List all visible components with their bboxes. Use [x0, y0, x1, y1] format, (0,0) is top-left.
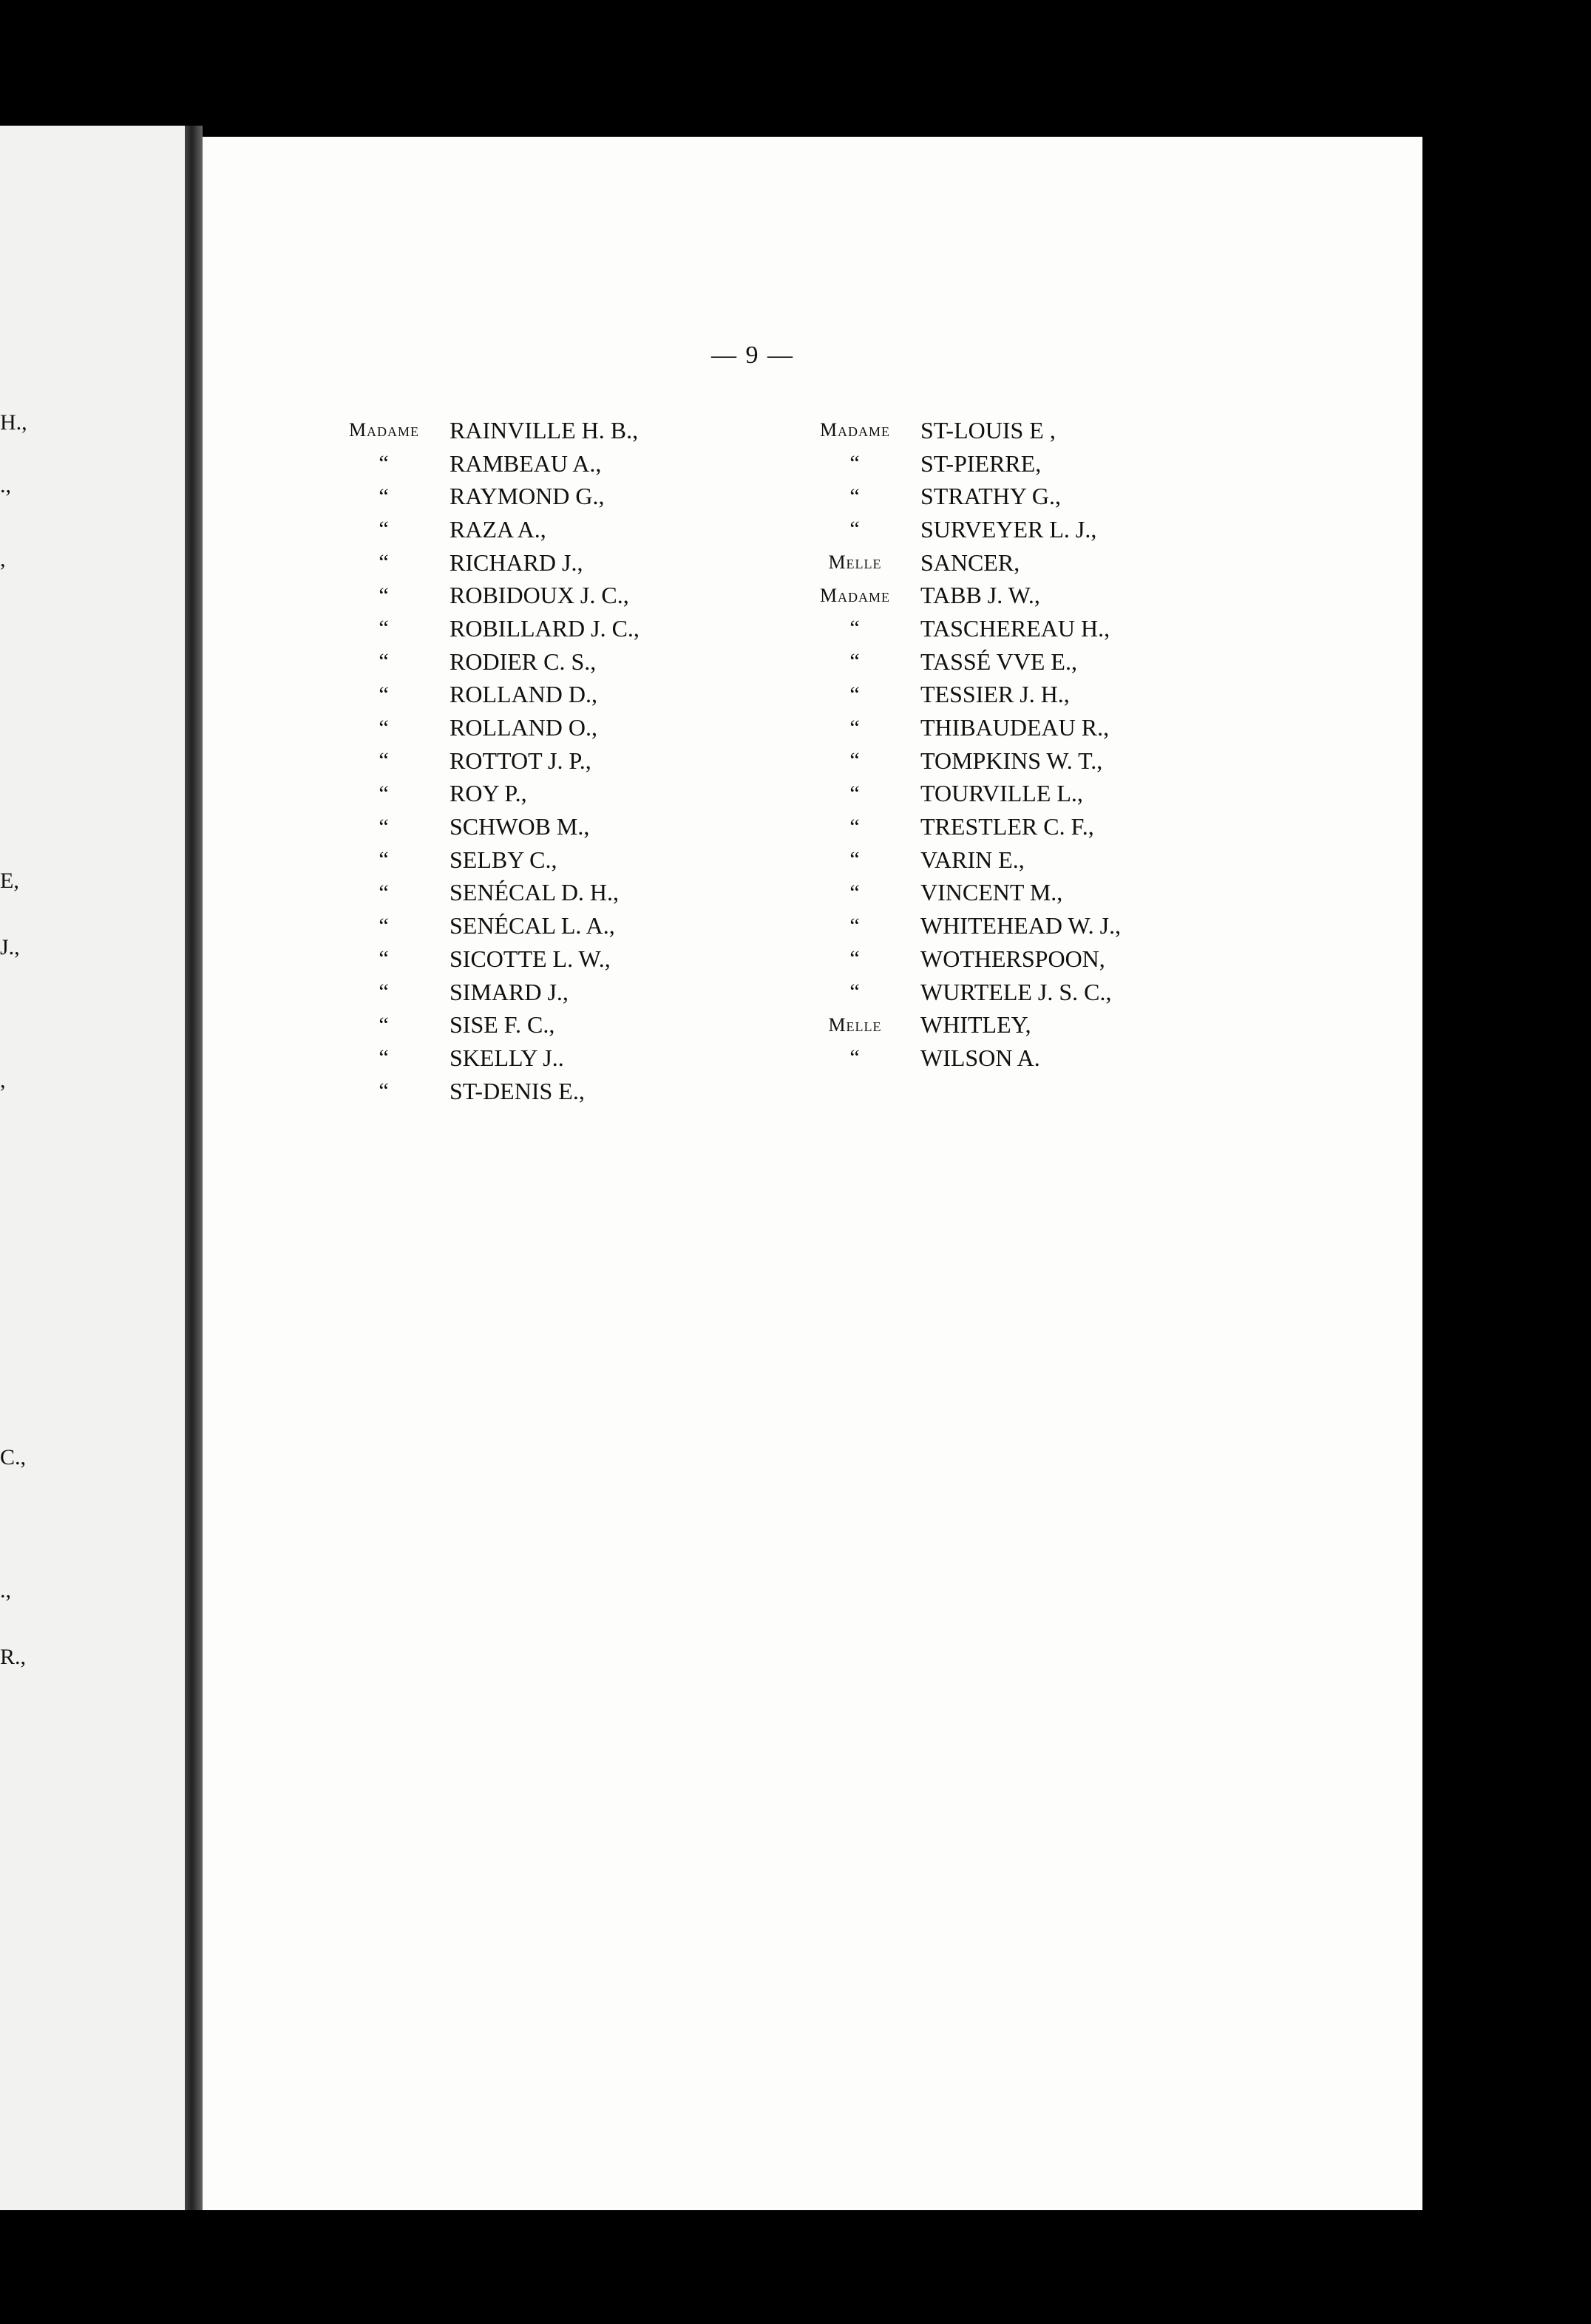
title-label: Madame — [348, 419, 420, 441]
ditto-mark: “ — [379, 1012, 390, 1037]
left-page-fragment: , — [0, 547, 6, 571]
person-name: WILSON A. — [920, 1044, 1040, 1071]
list-item — [798, 612, 1121, 645]
left-page-fragment: ., — [0, 1578, 11, 1603]
ditto-mark: “ — [849, 979, 861, 1005]
list-item — [328, 679, 640, 712]
ditto-mark: “ — [849, 781, 861, 806]
left-page-fragment: , — [0, 1068, 6, 1093]
person-name: ROLLAND O., — [450, 714, 597, 741]
ditto-mark: “ — [379, 880, 390, 905]
list-item — [328, 546, 640, 580]
person-name: TESSIER J. H., — [920, 681, 1070, 708]
person-name: TASCHEREAU H., — [920, 614, 1110, 642]
list-item — [328, 909, 640, 942]
ditto-mark: “ — [379, 1045, 390, 1070]
list-item — [798, 877, 1121, 910]
list-item — [798, 810, 1121, 843]
list-item — [328, 480, 640, 513]
ditto-mark: “ — [379, 946, 390, 971]
person-name: SICOTTE L. W., — [450, 945, 611, 972]
list-item — [798, 744, 1121, 778]
ditto-mark: “ — [379, 781, 390, 806]
left-page-fragment: R., — [0, 1645, 27, 1669]
left-page-fragment: ., — [0, 473, 11, 497]
person-name: WHITLEY, — [920, 1011, 1031, 1039]
person-name: WHITEHEAD W. J., — [920, 912, 1122, 940]
title-label: Madame — [819, 584, 891, 606]
person-name: SURVEYER L. J., — [920, 515, 1097, 543]
person-name: STRATHY G., — [920, 483, 1061, 510]
person-name: RAINVILLE H. B., — [450, 416, 639, 444]
ditto-mark: “ — [379, 1078, 390, 1104]
person-name: SISE F. C., — [450, 1011, 555, 1039]
person-name: TRESTLER C. F., — [920, 813, 1094, 840]
list-item — [328, 447, 640, 480]
person-name: ST-LOUIS E , — [920, 416, 1056, 444]
person-name: ROY P., — [450, 780, 527, 807]
list-item — [328, 711, 640, 744]
person-name: SENÉCAL L. A., — [450, 912, 615, 940]
ditto-mark: “ — [849, 814, 861, 839]
ditto-mark: “ — [379, 649, 390, 674]
left-page-fragment: E, — [0, 869, 19, 893]
left-page-fragment: C., — [0, 1445, 27, 1470]
person-name: WOTHERSPOON, — [920, 945, 1105, 972]
list-item — [798, 909, 1121, 942]
list-item — [328, 612, 640, 645]
person-name: VARIN E., — [920, 846, 1025, 873]
ditto-mark: “ — [379, 616, 390, 641]
list-item — [328, 645, 640, 679]
list-item — [798, 976, 1121, 1009]
list-item — [328, 778, 640, 811]
book-gutter — [185, 126, 203, 2210]
list-item — [328, 414, 640, 447]
list-item — [798, 679, 1121, 712]
list-item — [798, 1042, 1121, 1075]
ditto-mark: “ — [379, 451, 390, 476]
list-item — [798, 480, 1121, 513]
person-name: THIBAUDEAU R., — [920, 714, 1110, 741]
person-name: RICHARD J., — [450, 548, 583, 576]
ditto-mark: “ — [379, 682, 390, 707]
person-name: TASSÉ VVE E., — [920, 648, 1077, 675]
list-item — [798, 414, 1121, 447]
person-name: SIMARD J., — [450, 978, 569, 1005]
ditto-mark: “ — [379, 550, 390, 575]
person-name: RAMBEAU A., — [450, 449, 602, 477]
ditto-mark: “ — [849, 483, 861, 509]
left-page-edge — [0, 126, 185, 2210]
list-item — [328, 1008, 640, 1042]
person-name: RODIER C. S., — [450, 648, 597, 675]
ditto-mark: “ — [379, 517, 390, 542]
ditto-mark: “ — [849, 880, 861, 905]
person-name: TABB J. W., — [920, 582, 1040, 609]
ditto-mark: “ — [849, 715, 861, 740]
person-name: ROBILLARD J. C., — [450, 614, 640, 642]
ditto-mark: “ — [849, 616, 861, 641]
title-label: Melle — [828, 551, 882, 574]
list-item — [328, 1042, 640, 1075]
list-item — [798, 942, 1121, 976]
ditto-mark: “ — [379, 847, 390, 872]
list-item — [328, 810, 640, 843]
person-name: SKELLY J.. — [450, 1044, 564, 1071]
left-page-fragment: J., — [0, 935, 20, 959]
person-name: SANCER, — [920, 548, 1020, 576]
title-label: Madame — [819, 419, 891, 441]
person-name: WURTELE J. S. C., — [920, 978, 1112, 1005]
list-item — [798, 778, 1121, 811]
person-name: ROBIDOUX J. C., — [450, 582, 629, 609]
name-column-left — [328, 414, 640, 1107]
ditto-mark: “ — [379, 814, 390, 839]
name-column-right — [798, 414, 1121, 1075]
ditto-mark: “ — [849, 682, 861, 707]
ditto-mark: “ — [849, 946, 861, 971]
ditto-mark: “ — [379, 582, 390, 608]
person-name: TOMPKINS W. T., — [920, 747, 1103, 774]
person-name: SENÉCAL D. H., — [450, 879, 620, 906]
ditto-mark: “ — [379, 715, 390, 740]
person-name: ROTTOT J. P., — [450, 747, 591, 774]
list-item — [798, 513, 1121, 546]
ditto-mark: “ — [379, 913, 390, 938]
person-name: RAZA A., — [450, 515, 546, 543]
person-name: ROLLAND D., — [450, 681, 597, 708]
person-name: VINCENT M., — [920, 879, 1063, 906]
list-item — [798, 711, 1121, 744]
left-page-fragment: H., — [0, 410, 27, 435]
list-item — [328, 976, 640, 1009]
ditto-mark: “ — [379, 748, 390, 773]
ditto-mark: “ — [379, 483, 390, 509]
person-name: ST-PIERRE, — [920, 449, 1042, 477]
list-item — [798, 645, 1121, 679]
list-item — [328, 744, 640, 778]
list-item — [328, 877, 640, 910]
title-label: Melle — [828, 1013, 882, 1036]
ditto-mark: “ — [849, 451, 861, 476]
list-item — [798, 447, 1121, 480]
ditto-mark: “ — [849, 847, 861, 872]
ditto-mark: “ — [849, 517, 861, 542]
list-item — [798, 1008, 1121, 1042]
list-item — [328, 579, 640, 612]
person-name: SELBY C., — [450, 846, 557, 873]
ditto-mark: “ — [849, 649, 861, 674]
person-name: SCHWOB M., — [450, 813, 590, 840]
list-item — [798, 843, 1121, 877]
ditto-mark: “ — [849, 1045, 861, 1070]
person-name: TOURVILLE L., — [920, 780, 1083, 807]
person-name: RAYMOND G., — [450, 483, 605, 510]
list-item — [798, 579, 1121, 612]
list-item — [328, 1075, 640, 1108]
list-item — [328, 513, 640, 546]
list-item — [798, 546, 1121, 580]
page-number: — 9 — — [711, 342, 794, 369]
ditto-mark: “ — [849, 913, 861, 938]
ditto-mark: “ — [849, 748, 861, 773]
list-item — [328, 843, 640, 877]
ditto-mark: “ — [379, 979, 390, 1005]
list-item — [328, 942, 640, 976]
person-name: ST-DENIS E., — [450, 1077, 585, 1104]
